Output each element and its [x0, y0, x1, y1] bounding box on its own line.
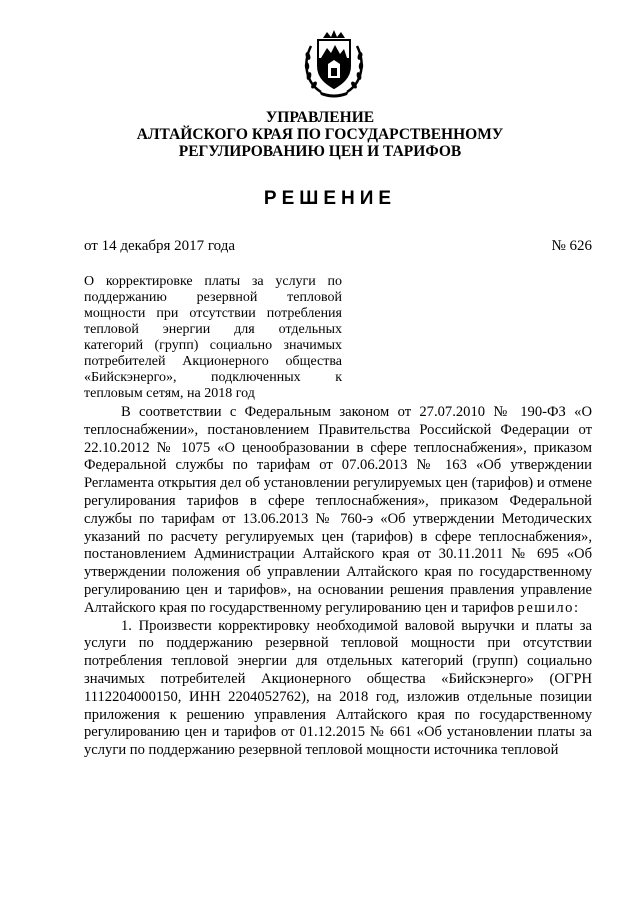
document-date: от 14 декабря 2017 года	[84, 238, 236, 254]
document-subject: О корректировке платы за услуги по поддержанию резервной тепловой мощности при отсутствии потребления тепловой энергии для отдельных категорий (групп) социально значимых потребителей Акционерного общества «Бийскэнерго», подключенных к тепловым сетям, на 2018 год	[84, 274, 342, 401]
organization-name-line2: АЛТАЙСКОГО КРАЯ ПО ГОСУДАРСТВЕННОМУ	[136, 126, 504, 143]
preamble-text: В соответствии с Федеральным законом от 27.07.2010 № 190-ФЗ «О теплоснабжении», постановлением Правительства Российской Федерации от 22.10.2012 № 1075 «О ценообразовании в сфере теплоснабжения», приказом Федеральной службы по тарифам от 07.06.2013 № 163 «Об утверждении Регламента открытия дел об установлении регулируемых цен (тарифов) и отмене регулирования тарифов в сфере теплоснабжения», приказом Федеральной службы по тарифам от 13.06.2013 № 760-э «Об утверждении Методических указаний по расчету регулируемых цен (тарифов) в сфере теплоснабжения», постановлением Администрации Алтайского края от 30.11.2011 № 695 «Об утверждении положения об управлении Алтайского края по государственному регулированию цен и тарифов», на основании решения правления управление Алтайского края по государственному регулированию цен и тарифов	[84, 404, 592, 616]
organization-name-line3: РЕГУЛИРОВАНИЮ ЦЕН И ТАРИФОВ	[178, 143, 462, 160]
clause-1-paragraph: 1. Произвести корректировку необходимой валовой выручки и платы за услуги по поддержанию резервной тепловой мощности при отсутствии потребления тепловой энергии для отдельных категорий (групп) социально значимых потребителей Акционерного общества «Бийскэнерго» (ОГРН 1112204000150, ИНН 2204052762), на 2018 год, изложив отдельные позиции приложения к решению управления Алтайского края по государственному регулированию цен и тарифов от 01.12.2015 № 661 «Об установлении платы за услуги по поддержанию резервной тепловой мощности источника тепловой	[84, 617, 592, 759]
decision-word: решило	[517, 599, 574, 616]
organization-name-line1: УПРАВЛЕНИЕ	[265, 109, 375, 126]
preamble-paragraph	[84, 404, 592, 618]
document-number: № 626	[551, 238, 592, 254]
document-title: РЕШЕНИЕ	[263, 188, 397, 209]
coat-of-arms-icon	[301, 28, 367, 98]
preamble-colon: :	[573, 599, 578, 616]
document-body	[84, 404, 592, 760]
